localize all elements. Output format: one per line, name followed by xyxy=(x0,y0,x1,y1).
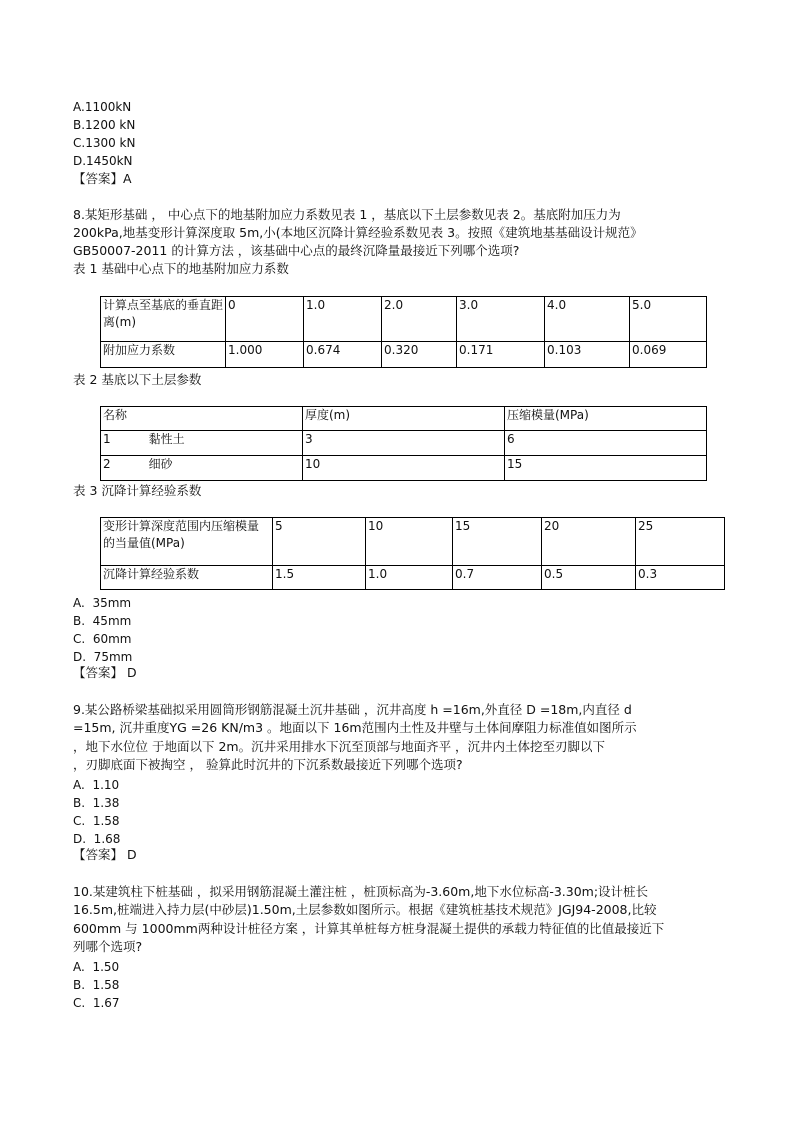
option-c: C. 1.67 xyxy=(73,996,120,1010)
table-cell: 3 xyxy=(303,431,505,456)
option-a: A.1100kN xyxy=(73,100,132,114)
table-cell: 4.0 xyxy=(545,297,630,342)
question-text: 10.某建筑柱下桩基础 ，拟采用钢筋混凝土灌注桩 ，桩顶标高为-3.60m,地下水位标高-3.30m;设计桩长 xyxy=(73,884,649,899)
soil-name: 细砂 xyxy=(148,457,173,471)
row-number: 2 xyxy=(103,457,111,471)
option-a: A. 1.10 xyxy=(73,778,120,792)
table-cell xyxy=(101,456,303,481)
table-settlement-coefficients xyxy=(100,517,725,590)
table-cell: 1.5 xyxy=(273,566,366,590)
table-cell: 3.0 xyxy=(457,297,545,342)
table-header-cell: 厚度(m) xyxy=(303,407,505,431)
option-b: B. 1.58 xyxy=(73,978,120,992)
table-row-head: 沉降计算经验系数 xyxy=(101,566,273,590)
table-row-head: 变形计算深度范围内压缩模量的当量值(MPa) xyxy=(101,518,273,566)
answer: 【答案】 D xyxy=(73,665,137,680)
row-number: 1 xyxy=(103,432,111,446)
option-d: D. 75mm xyxy=(73,650,133,664)
table-cell: 5.0 xyxy=(630,297,707,342)
question-text: GB50007-2011 的计算方法 ，该基础中心点的最终沉降量最接近下列哪个选项? xyxy=(73,243,520,258)
question-text: 8.某矩形基础 ， 中心点下的地基附加应力系数见表 1 ，基底以下土层参数见表 2。基底附加压力为 xyxy=(73,207,621,222)
table-cell: 0.103 xyxy=(545,342,630,368)
question-text: 600mm 与 1000mm两种设计桩径方案 ，计算其单桩每方桩身混凝土提供的承载力特征值的比值最接近下 xyxy=(73,921,665,936)
option-b: B. 45mm xyxy=(73,614,132,628)
table-header-cell: 压缩模量(MPa) xyxy=(505,407,707,431)
table-cell: 10 xyxy=(303,456,505,481)
answer: 【答案】 D xyxy=(73,847,137,862)
soil-name: 黏性土 xyxy=(148,432,185,446)
question-text: =15m, 沉井重度YG =26 KN/m3 。地面以下 16m范围内土性及井壁与土体间摩阻力标准值如图所示 xyxy=(73,720,637,735)
table-cell: 0.320 xyxy=(382,342,457,368)
table-cell: 0.674 xyxy=(304,342,382,368)
table-row-head: 计算点至基底的垂直距离(m) xyxy=(101,297,226,342)
question-text: 列哪个选项? xyxy=(73,939,143,954)
table-cell: 0.171 xyxy=(457,342,545,368)
table-cell: 0.5 xyxy=(542,566,636,590)
question-text: 16.5m,桩端进入持力层(中砂层)1.50m,土层参数如图所示。根据《建筑桩基技术规范》JGJ94-2008,比较 xyxy=(73,902,657,917)
question-text: ，刃脚底面下被掏空 ， 验算此时沉井的下沉系数最接近下列哪个选项? xyxy=(73,757,463,772)
table-row xyxy=(101,431,707,456)
table-caption: 表 2 基底以下土层参数 xyxy=(73,372,202,387)
table-cell: 25 xyxy=(636,518,725,566)
table-cell: 10 xyxy=(366,518,453,566)
table-header-cell: 名称 xyxy=(101,407,303,431)
table-cell: 5 xyxy=(273,518,366,566)
option-c: C.1300 kN xyxy=(73,136,136,150)
option-b: B. 1.38 xyxy=(73,796,120,810)
option-c: C. 1.58 xyxy=(73,814,120,828)
table-cell: 1.0 xyxy=(304,297,382,342)
table-stress-coefficients xyxy=(100,296,707,368)
table-caption: 表 1 基础中心点下的地基附加应力系数 xyxy=(73,261,289,276)
table-cell: 1.000 xyxy=(226,342,304,368)
table-cell: 0 xyxy=(226,297,304,342)
option-a: A. 35mm xyxy=(73,596,132,610)
question-text: 9.某公路桥梁基础拟采用圆筒形钢筋混凝土沉井基础 ，沉井高度 h =16m,外直径 D =18m,内直径 d xyxy=(73,702,632,717)
table-cell: 15 xyxy=(505,456,707,481)
table-cell: 6 xyxy=(505,431,707,456)
option-d: D.1450kN xyxy=(73,154,133,168)
option-d: D. 1.68 xyxy=(73,832,121,846)
table-cell: 15 xyxy=(453,518,542,566)
option-c: C. 60mm xyxy=(73,632,132,646)
option-a: A. 1.50 xyxy=(73,960,120,974)
option-b: B.1200 kN xyxy=(73,118,136,132)
question-text: 200kPa,地基变形计算深度取 5m,小(本地区沉降计算经验系数见表 3。按照《建筑地基基础设计规范》 xyxy=(73,225,643,240)
table-cell: 0.3 xyxy=(636,566,725,590)
table-cell xyxy=(101,431,303,456)
table-row-head: 附加应力系数 xyxy=(101,342,226,368)
question-text: ，地下水位位 于地面以下 2m。沉井采用排水下沉至顶部与地面齐平 ，沉井内土体挖至刃脚以下 xyxy=(73,739,606,754)
table-cell: 20 xyxy=(542,518,636,566)
answer: 【答案】A xyxy=(73,171,132,186)
table-cell: 0.069 xyxy=(630,342,707,368)
table-caption: 表 3 沉降计算经验系数 xyxy=(73,483,202,498)
table-cell: 2.0 xyxy=(382,297,457,342)
table-cell: 1.0 xyxy=(366,566,453,590)
table-cell: 0.7 xyxy=(453,566,542,590)
table-soil-parameters xyxy=(100,406,707,481)
table-row xyxy=(101,456,707,481)
